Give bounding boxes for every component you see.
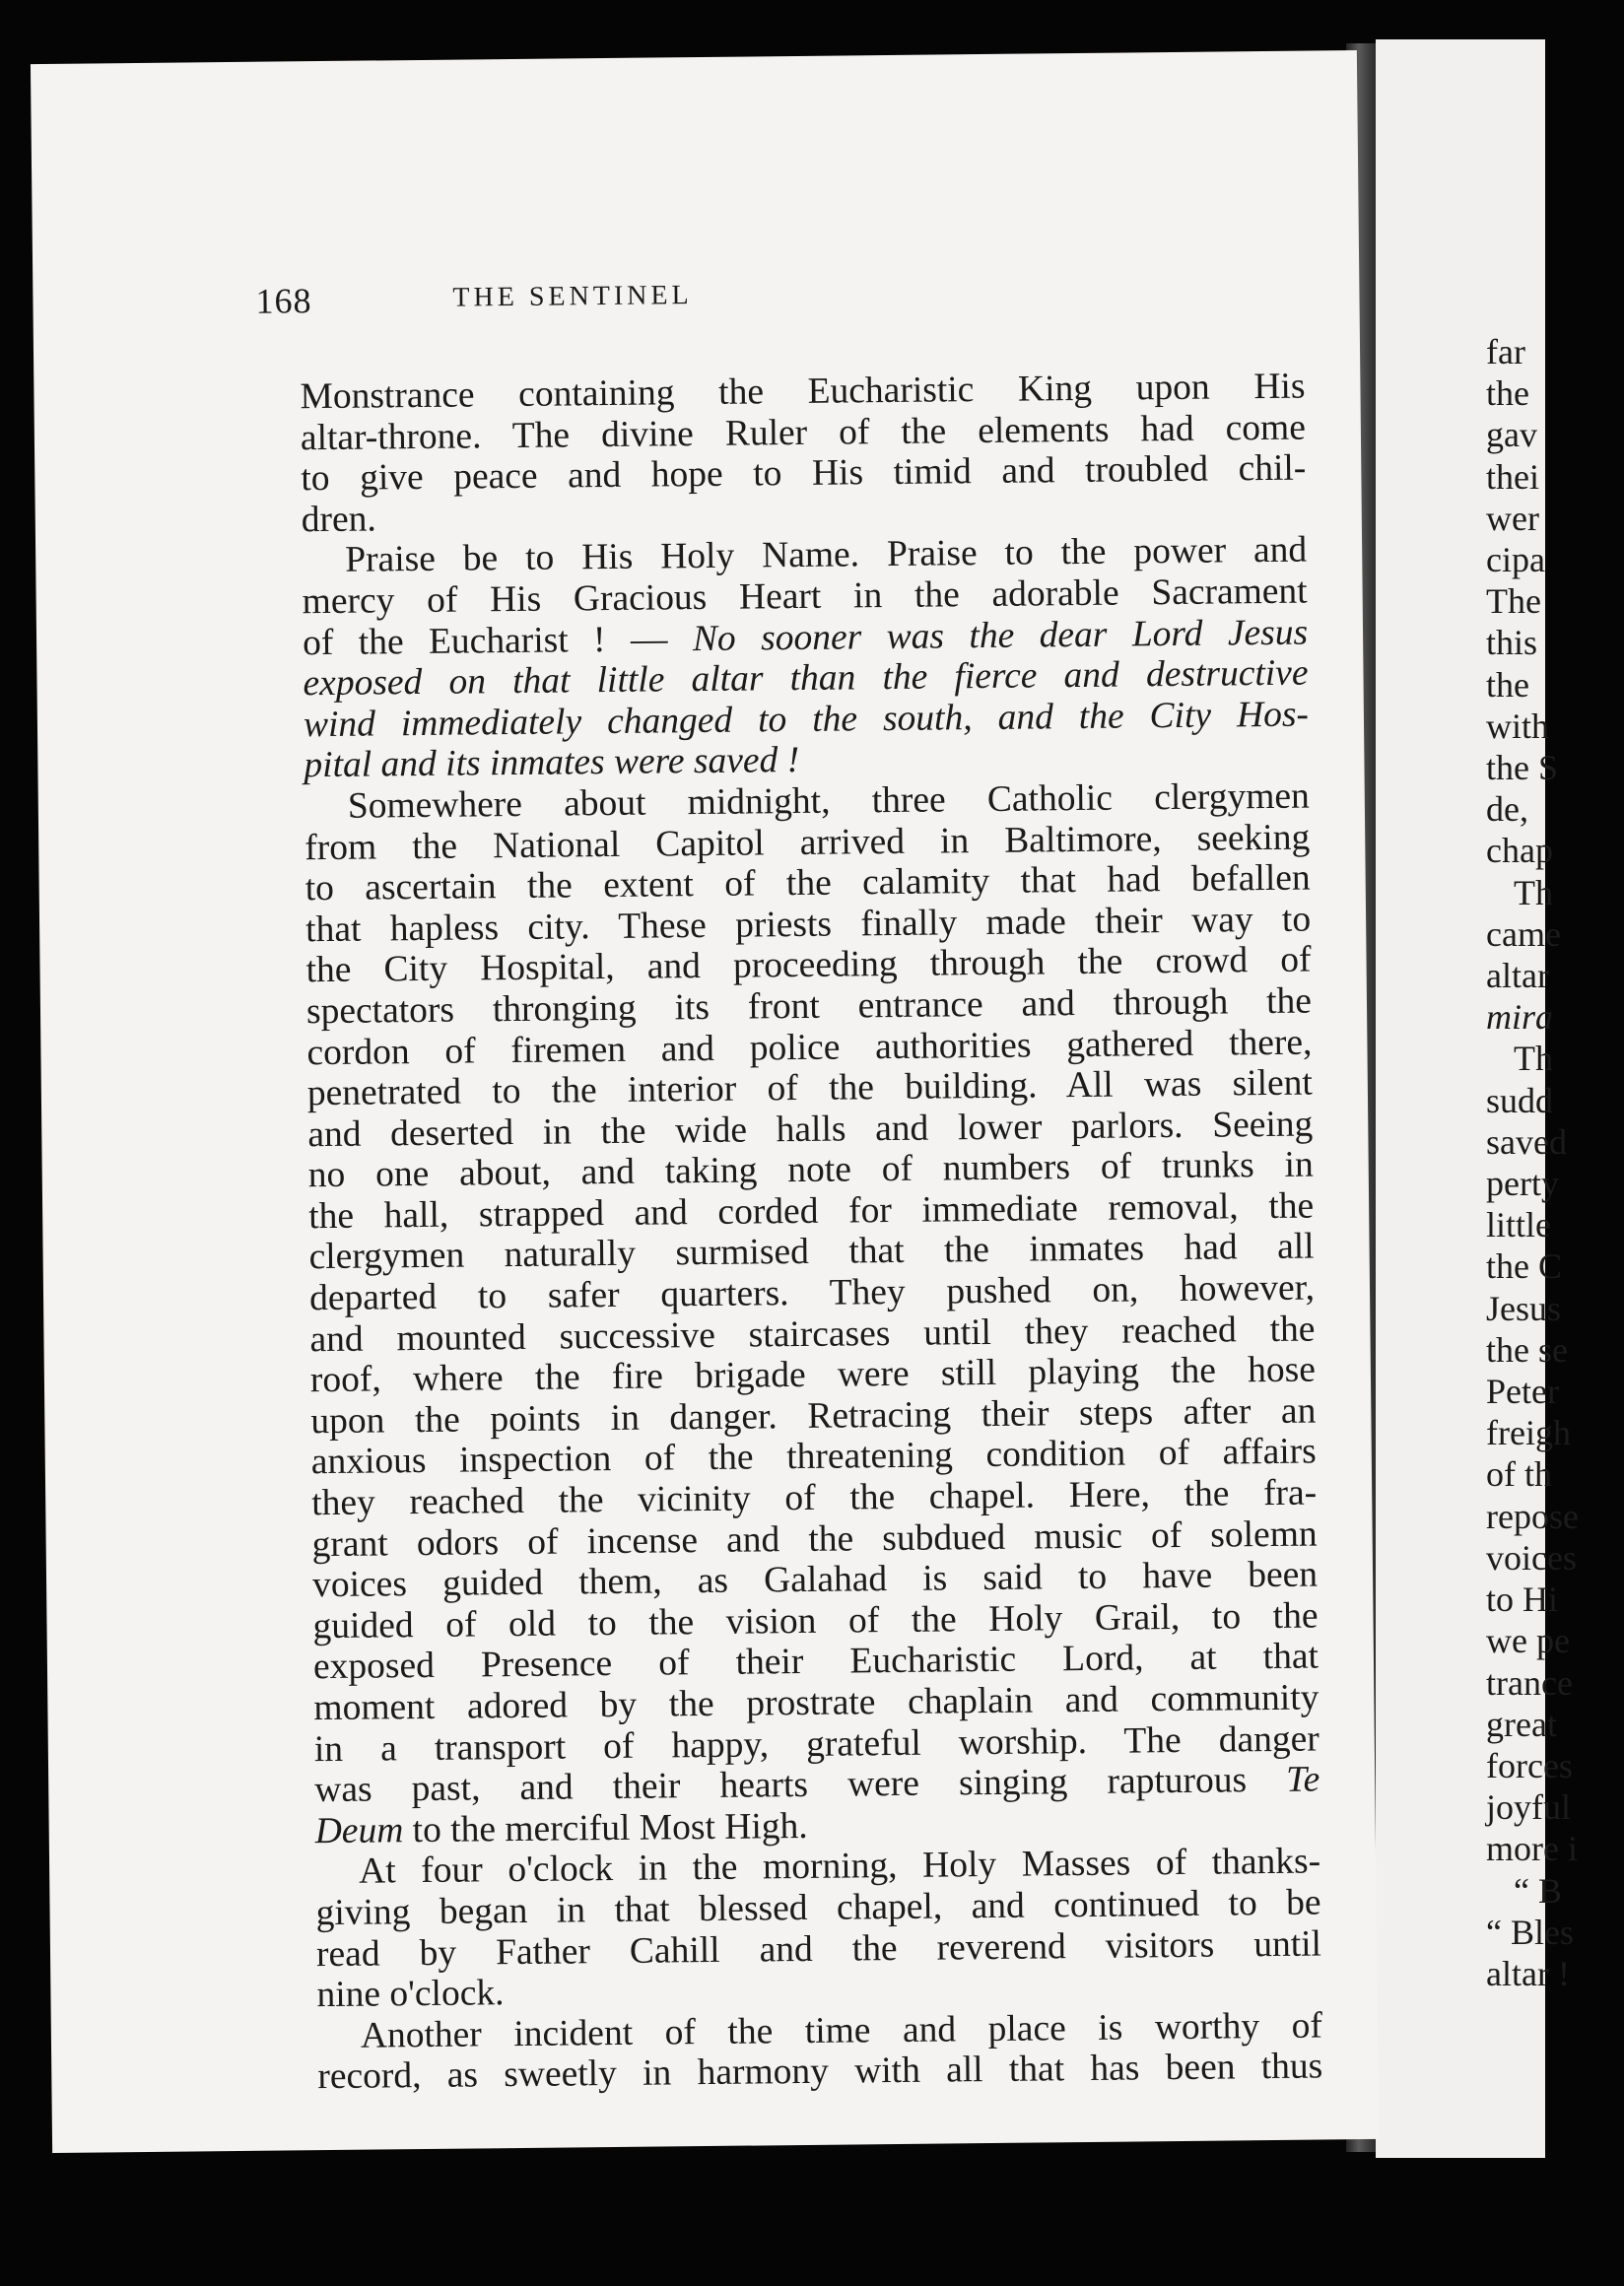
right-page-line: voices bbox=[1486, 1537, 1577, 1578]
right-page-line: of th bbox=[1486, 1454, 1552, 1495]
text-segment: no one about, and taking note of numbers of trunks in bbox=[307, 1144, 1314, 1196]
text-segment: they reached the vicinity of the chapel. Here, the fra- bbox=[311, 1472, 1318, 1524]
right-page-line: wer bbox=[1486, 498, 1539, 538]
text-segment bbox=[972, 698, 997, 738]
italic-text: exposed on that little altar than the fierce and destructive bbox=[303, 652, 1309, 705]
right-page-line: saved bbox=[1486, 1121, 1567, 1162]
text-segment: penetrated to the interior of the building. All was silent bbox=[306, 1062, 1314, 1114]
text-segment: and deserted in the wide halls and lower parlors. Seeing bbox=[307, 1104, 1314, 1155]
text-segment: the hall, strapped and corded for immediate removal, the bbox=[307, 1185, 1315, 1238]
page-header bbox=[255, 270, 1310, 330]
running-head: THE SENTINEL bbox=[452, 280, 693, 313]
right-page-line: far bbox=[1486, 332, 1525, 371]
right-page-line: repose bbox=[1486, 1496, 1579, 1536]
right-page-line: altar bbox=[1486, 956, 1549, 996]
text-segment: giving began in that blessed chapel, and continued to be bbox=[315, 1882, 1321, 1934]
right-page-line: the S bbox=[1486, 748, 1559, 788]
text-segment: read by Father Cahill and the reverend visitors until bbox=[315, 1923, 1322, 1975]
right-page-line: gav bbox=[1486, 415, 1537, 455]
right-page-line: mira bbox=[1486, 997, 1554, 1038]
right-page-line: more i bbox=[1486, 1829, 1578, 1869]
right-page-line: to Hi bbox=[1486, 1580, 1559, 1620]
right-page bbox=[1376, 39, 1579, 2158]
right-page-line: perty bbox=[1486, 1164, 1559, 1204]
text-segment: Another incident of the time and place is worthy of bbox=[360, 2005, 1323, 2056]
text-segment: departed to safer quarters. They pushed on, however, bbox=[308, 1267, 1316, 1319]
text-segment: spectators thronging its front entrance and through the bbox=[305, 980, 1313, 1033]
right-page-line: the C bbox=[1486, 1246, 1562, 1287]
text-segment: altar-throne. The divine Ruler of the elements had come bbox=[300, 407, 1307, 458]
right-page-line: this bbox=[1486, 623, 1538, 663]
right-page-line: sudd bbox=[1486, 1080, 1554, 1120]
text-segment: grant odors of incense and the subdued music of solemn bbox=[311, 1513, 1318, 1565]
right-page-line: we pe bbox=[1486, 1621, 1570, 1661]
right-page-line: freigh bbox=[1486, 1413, 1571, 1453]
text-segment: At four o'clock in the morning, Holy Masses of thanks- bbox=[358, 1841, 1321, 1893]
right-page-line: trance bbox=[1486, 1662, 1573, 1703]
italic-text: No sooner was the dear Lord Jesus bbox=[692, 612, 1309, 659]
right-page-line: Th bbox=[1514, 872, 1553, 912]
right-page-line: the bbox=[1486, 373, 1529, 414]
italic-text: Deum bbox=[314, 1810, 404, 1851]
text-segment: and mounted successive staircases until they reached the bbox=[309, 1309, 1316, 1360]
text-segment: nine o'clock. bbox=[316, 1973, 505, 2016]
right-page-line: Jesus bbox=[1486, 1288, 1562, 1328]
text-segment: roof, where the fire brigade were still playing the hose bbox=[309, 1349, 1317, 1401]
text-segment: in a transport of happy, grateful worship. The danger bbox=[313, 1718, 1320, 1770]
right-page-line: joyful bbox=[1486, 1787, 1571, 1828]
right-page-line: forces bbox=[1486, 1745, 1573, 1785]
right-page-line: chap bbox=[1486, 831, 1553, 871]
italic-text: pital and its inmates were saved ! bbox=[304, 740, 800, 786]
italic-text: and the City Hos- bbox=[997, 694, 1310, 738]
text-segment: anxious inspection of the threatening condition of affairs bbox=[310, 1431, 1317, 1483]
right-page-line: “ Bles bbox=[1486, 1912, 1574, 1952]
text-segment: upon the points in danger. Retracing their steps after an bbox=[310, 1390, 1317, 1443]
text-segment: guided of old to the vision of the Holy Grail, to the bbox=[312, 1595, 1319, 1647]
right-page-line: The bbox=[1486, 581, 1541, 622]
right-page-line: “ B bbox=[1514, 1870, 1562, 1911]
right-page-line: the bbox=[1486, 664, 1529, 705]
text-segment: Praise be to His Holy Name. Praise to the power and bbox=[345, 529, 1308, 581]
right-page-line: the se bbox=[1486, 1329, 1568, 1370]
text-segment: mercy of His Gracious Heart in the adorable Sacrament bbox=[302, 571, 1308, 623]
text-segment: Monstrance containing the Eucharistic King upon His bbox=[300, 366, 1306, 418]
right-page-line: thei bbox=[1486, 456, 1539, 497]
right-page-line: altar ! bbox=[1486, 1953, 1570, 1993]
text-segment: exposed Presence of their Eucharistic Lord, at that bbox=[312, 1636, 1320, 1688]
text-segment: moment adored by the prostrate chaplain and community bbox=[313, 1677, 1320, 1729]
right-page-line: cipa bbox=[1486, 540, 1545, 580]
text-segment: dren. bbox=[301, 499, 377, 541]
text-segment: voices guided them, as Galahad is said to have been bbox=[311, 1554, 1319, 1606]
text-segment: to ascertain the extent of the calamity that had befallen bbox=[304, 857, 1311, 909]
text-segment: to give peace and hope to His timid and troubled chil- bbox=[301, 447, 1307, 500]
italic-text: Te bbox=[1285, 1759, 1320, 1801]
text-segment: that hapless city. These priests finally made their way to bbox=[304, 899, 1312, 950]
right-page-line: de, bbox=[1486, 789, 1528, 830]
italic-text: wind immediately changed to the south, bbox=[303, 697, 973, 745]
text-segment: to the merciful Most High. bbox=[403, 1805, 808, 1851]
text-segment: was past, and their hearts were singing rapturous bbox=[314, 1760, 1287, 1811]
text-segment: cordon of firemen and police authorities gathered there, bbox=[306, 1022, 1313, 1073]
text-segment: record, as sweetly in harmony with all that has been thus bbox=[317, 2046, 1323, 2098]
right-page-line: with bbox=[1486, 706, 1550, 746]
right-page-text bbox=[1486, 331, 1624, 1994]
right-page-line: Peter bbox=[1486, 1372, 1559, 1412]
right-page-line: great bbox=[1486, 1704, 1557, 1744]
right-page-line: Th bbox=[1514, 1039, 1553, 1079]
right-page-line: little bbox=[1486, 1205, 1551, 1245]
text-segment: clergymen naturally surmised that the inmates had all bbox=[308, 1227, 1315, 1278]
text-segment: the City Hospital, and proceeding through the crowd of bbox=[305, 939, 1312, 991]
page-number: 168 bbox=[255, 281, 312, 321]
text-segment: from the National Capitol arrived in Baltimore, seeking bbox=[304, 817, 1311, 868]
text-segment: Somewhere about midnight, three Catholic clergymen bbox=[347, 775, 1311, 827]
left-page bbox=[31, 50, 1379, 2153]
body-text bbox=[300, 367, 1322, 2099]
text-segment: of the Eucharist ! — bbox=[302, 618, 694, 663]
right-page-line: came bbox=[1486, 913, 1561, 954]
